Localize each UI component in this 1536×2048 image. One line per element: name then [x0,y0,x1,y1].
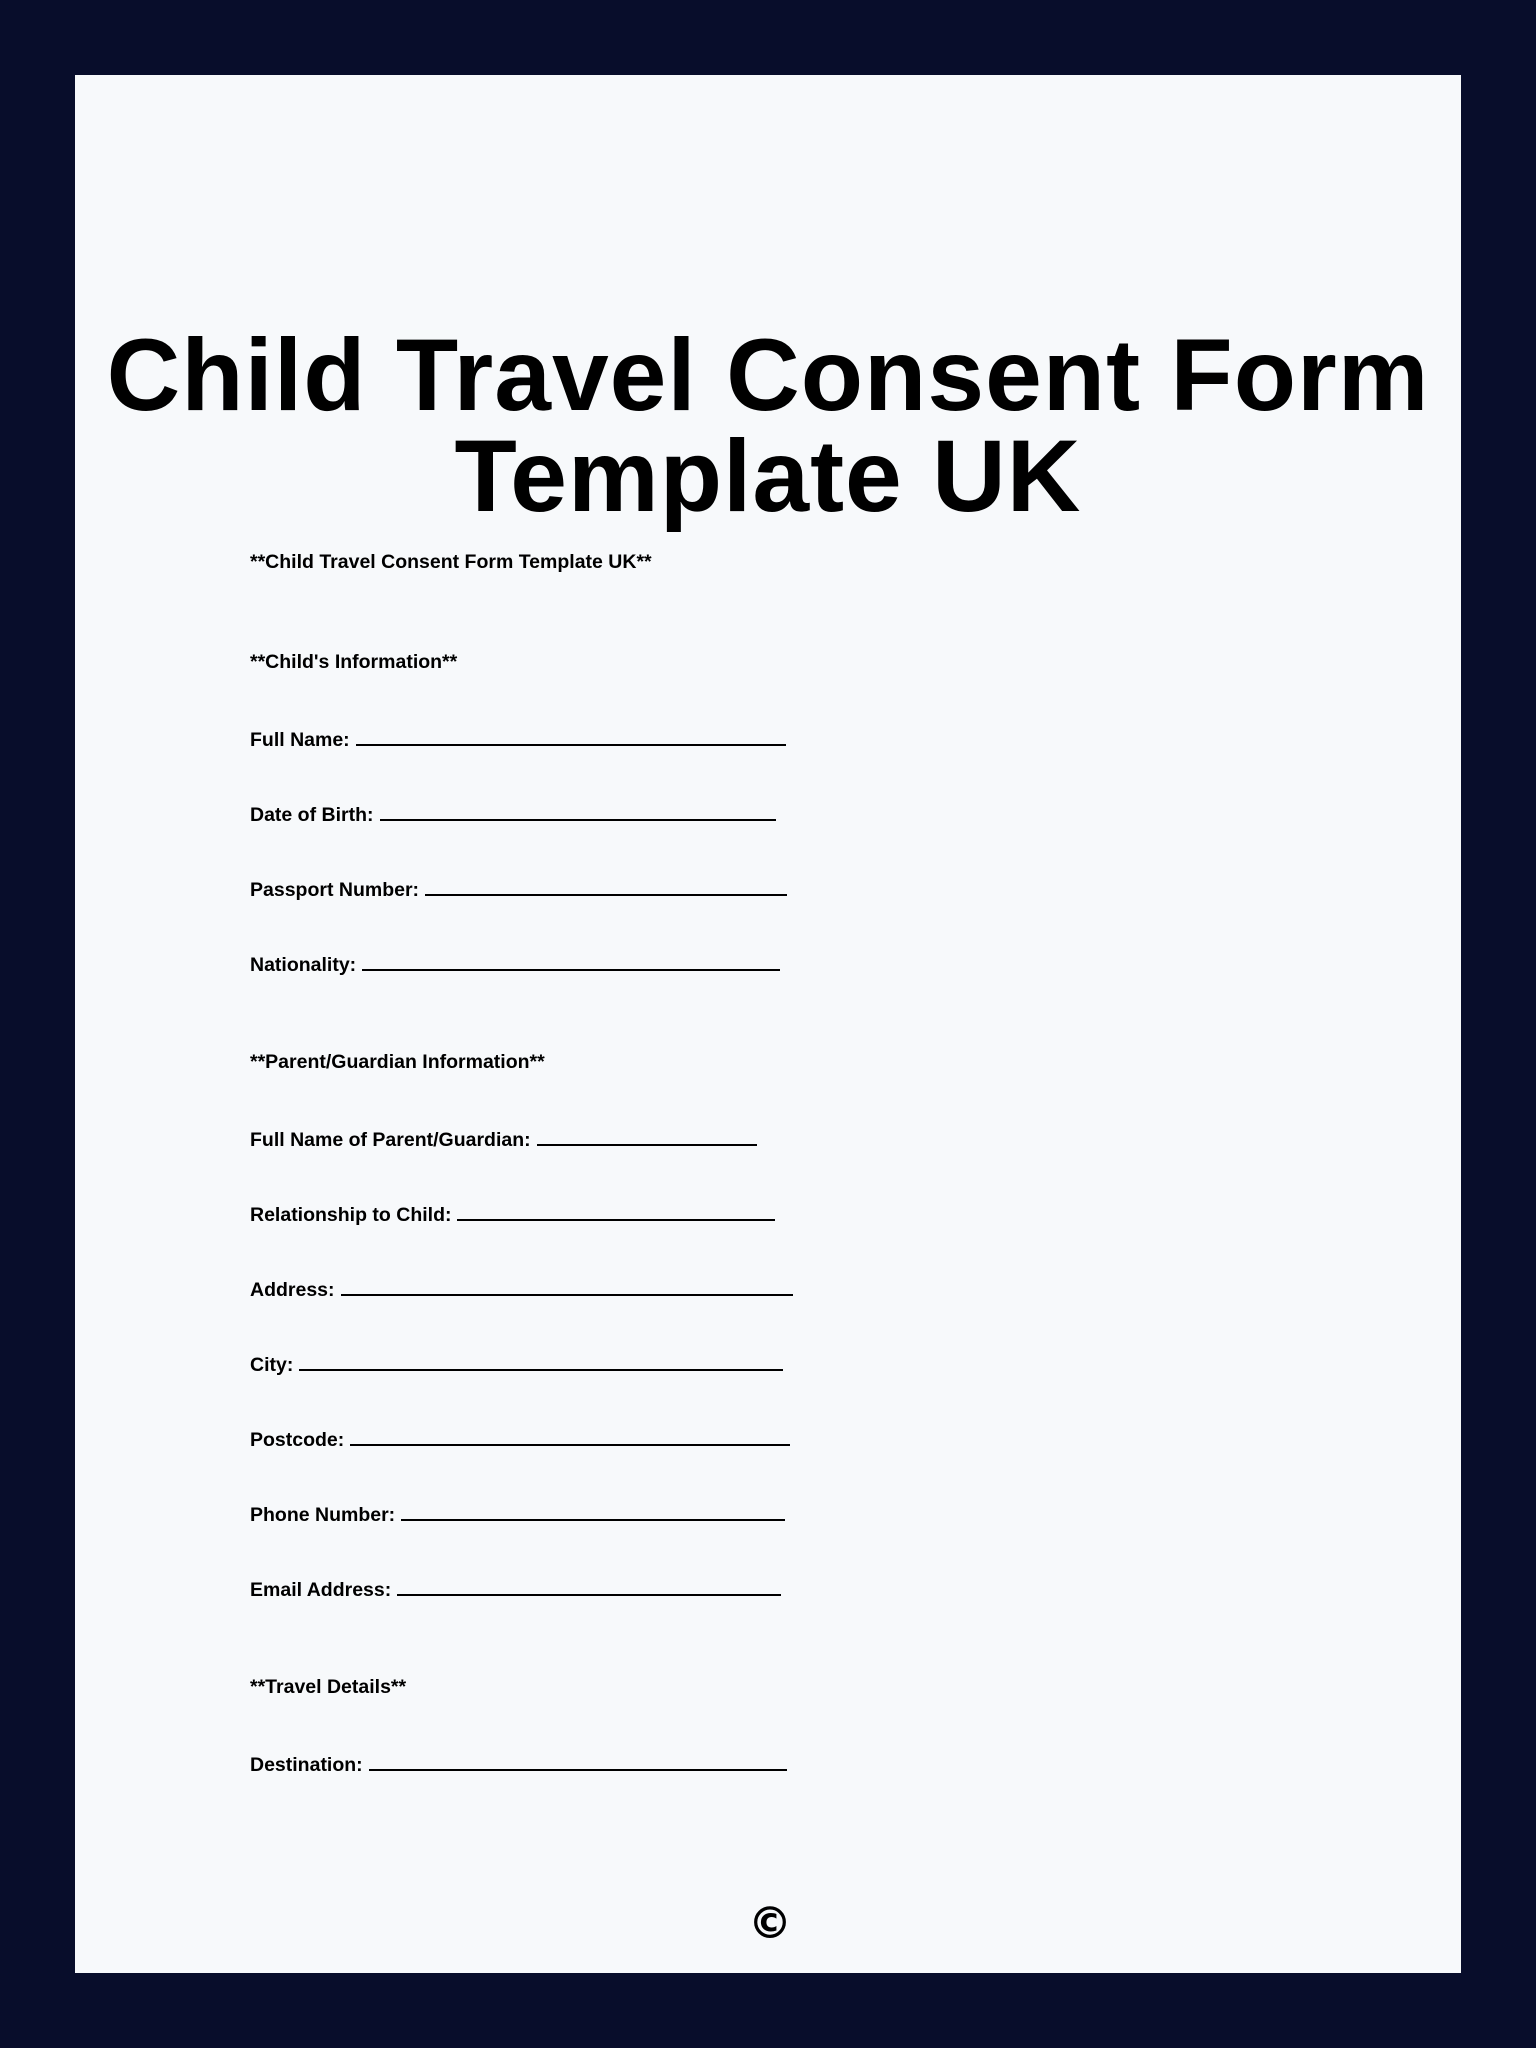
field-label: Postcode: [250,1429,345,1451]
field-guardian-full-name[interactable] [250,1126,757,1152]
fill-in-line[interactable] [401,1501,785,1521]
field-label: Phone Number: [250,1504,396,1526]
field-guardian-city[interactable] [250,1351,783,1377]
field-label: Destination: [250,1754,363,1776]
field-child-full-name[interactable] [250,726,786,752]
fill-in-line[interactable] [362,951,780,971]
field-label: Passport Number: [250,879,420,901]
field-child-passport-number[interactable] [250,876,787,902]
field-guardian-relationship[interactable] [250,1201,775,1227]
section-heading-child: **Child's Information** [250,651,458,673]
field-child-nationality[interactable] [250,951,780,977]
field-label: Full Name: [250,729,350,751]
copyright-icon: © [748,1898,792,1949]
page-title-line-1: Child Travel Consent Form [106,318,1430,432]
page-title-line-2: Template UK [454,419,1082,533]
document-page [75,75,1461,1973]
fill-in-line[interactable] [356,726,786,746]
field-label: Date of Birth: [250,804,374,826]
fill-in-line[interactable] [537,1126,757,1146]
fill-in-line[interactable] [457,1201,775,1221]
fill-in-line[interactable] [350,1426,790,1446]
section-heading-guardian: **Parent/Guardian Information** [250,1051,545,1073]
field-guardian-email[interactable] [250,1576,781,1602]
field-guardian-phone[interactable] [250,1501,785,1527]
field-travel-destination[interactable] [250,1751,787,1777]
page-title [75,318,1461,533]
field-label: City: [250,1354,294,1376]
field-label: Relationship to Child: [250,1204,452,1226]
field-label: Full Name of Parent/Guardian: [250,1129,531,1151]
fill-in-line[interactable] [425,876,787,896]
field-guardian-address[interactable] [250,1276,793,1302]
field-label: Nationality: [250,954,357,976]
section-heading-travel: **Travel Details** [250,1676,407,1698]
fill-in-line[interactable] [380,801,776,821]
field-child-date-of-birth[interactable] [250,801,776,827]
field-guardian-postcode[interactable] [250,1426,790,1452]
field-label: Email Address: [250,1579,392,1601]
fill-in-line[interactable] [369,1751,787,1771]
fill-in-line[interactable] [341,1276,793,1296]
field-label: Address: [250,1279,335,1301]
form-subtitle: **Child Travel Consent Form Template UK** [250,551,652,573]
fill-in-line[interactable] [299,1351,783,1371]
fill-in-line[interactable] [397,1576,781,1596]
